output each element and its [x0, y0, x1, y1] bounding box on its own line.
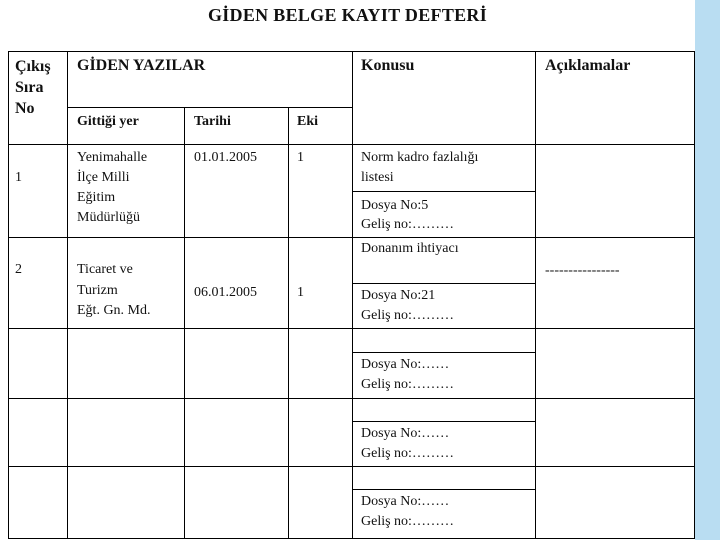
row2-gittigi-line2: Turizm — [77, 283, 118, 298]
col-divider-konu — [535, 51, 536, 539]
row1-konu-line2: listesi — [361, 170, 394, 185]
subheader-divider — [67, 107, 352, 108]
row2-tarihi: 06.01.2005 — [194, 285, 257, 300]
col-divider-tarihi — [288, 107, 289, 539]
konu-divider-5 — [352, 489, 535, 490]
row2-eki: 1 — [297, 285, 304, 300]
row1-no: 1 — [15, 170, 22, 185]
header-eki: Eki — [297, 114, 319, 129]
row1-eki: 1 — [297, 150, 304, 165]
konu-divider-4 — [352, 421, 535, 422]
row1-tarihi: 01.01.2005 — [194, 150, 257, 165]
row5-dosya-no: Dosya No:…… — [361, 494, 450, 509]
row1-gittigi-line4: Müdürlüğü — [77, 210, 140, 225]
row1-dosya-no: Dosya No:5 — [361, 198, 429, 213]
row2-gittigi-line1: Ticaret ve — [77, 262, 133, 277]
header-konusu: Konusu — [361, 57, 415, 74]
col-divider-gittigi — [184, 107, 185, 539]
header-tarihi: Tarihi — [194, 114, 231, 129]
konu-divider-3 — [352, 352, 535, 353]
row1-gittigi-line3: Eğitim — [77, 190, 116, 205]
row1-gittigi-line2: İlçe Milli — [77, 170, 130, 185]
row2-konu-line1: Donanım ihtiyacı — [361, 241, 459, 256]
row1-gelis-no: Geliş no:……… — [361, 217, 454, 232]
header-giden-yazilar: GİDEN YAZILAR — [77, 57, 206, 74]
konu-divider-2 — [352, 283, 535, 284]
row-divider-4 — [8, 466, 694, 467]
header-gittigi-yer: Gittiği yer — [77, 114, 139, 129]
row2-no: 2 — [15, 262, 22, 277]
row-divider-1 — [8, 237, 694, 238]
table-border-bottom — [8, 538, 694, 539]
row2-gelis-no: Geliş no:……… — [361, 308, 454, 323]
row5-gelis-no: Geliş no:……… — [361, 514, 454, 529]
header-no-line1: Çıkış — [15, 58, 51, 75]
row2-gittigi-line3: Eğt. Gn. Md. — [77, 303, 151, 318]
header-no-line3: No — [15, 100, 35, 117]
konu-divider-1 — [352, 191, 535, 192]
row1-gittigi-line1: Yenimahalle — [77, 150, 148, 165]
col-divider-no — [67, 51, 68, 539]
row4-dosya-no: Dosya No:…… — [361, 426, 450, 441]
table-border-right — [694, 51, 695, 539]
page-title: GİDEN BELGE KAYIT DEFTERİ — [207, 5, 488, 25]
row1-konu-line1: Norm kadro fazlalığı — [361, 150, 479, 165]
row2-aciklama: ---------------- — [545, 263, 620, 278]
table-border-left — [8, 51, 9, 539]
row4-gelis-no: Geliş no:……… — [361, 446, 454, 461]
header-no-line2: Sıra — [15, 79, 44, 96]
row3-dosya-no: Dosya No:…… — [361, 357, 450, 372]
col-divider-eki — [352, 51, 353, 539]
row-divider-3 — [8, 398, 694, 399]
row2-dosya-no: Dosya No:21 — [361, 288, 436, 303]
header-bottom-line — [8, 144, 694, 145]
header-aciklamalar: Açıklamalar — [545, 57, 631, 74]
row3-gelis-no: Geliş no:……… — [361, 377, 454, 392]
row-divider-2 — [8, 328, 694, 329]
table-border-top — [8, 51, 694, 52]
